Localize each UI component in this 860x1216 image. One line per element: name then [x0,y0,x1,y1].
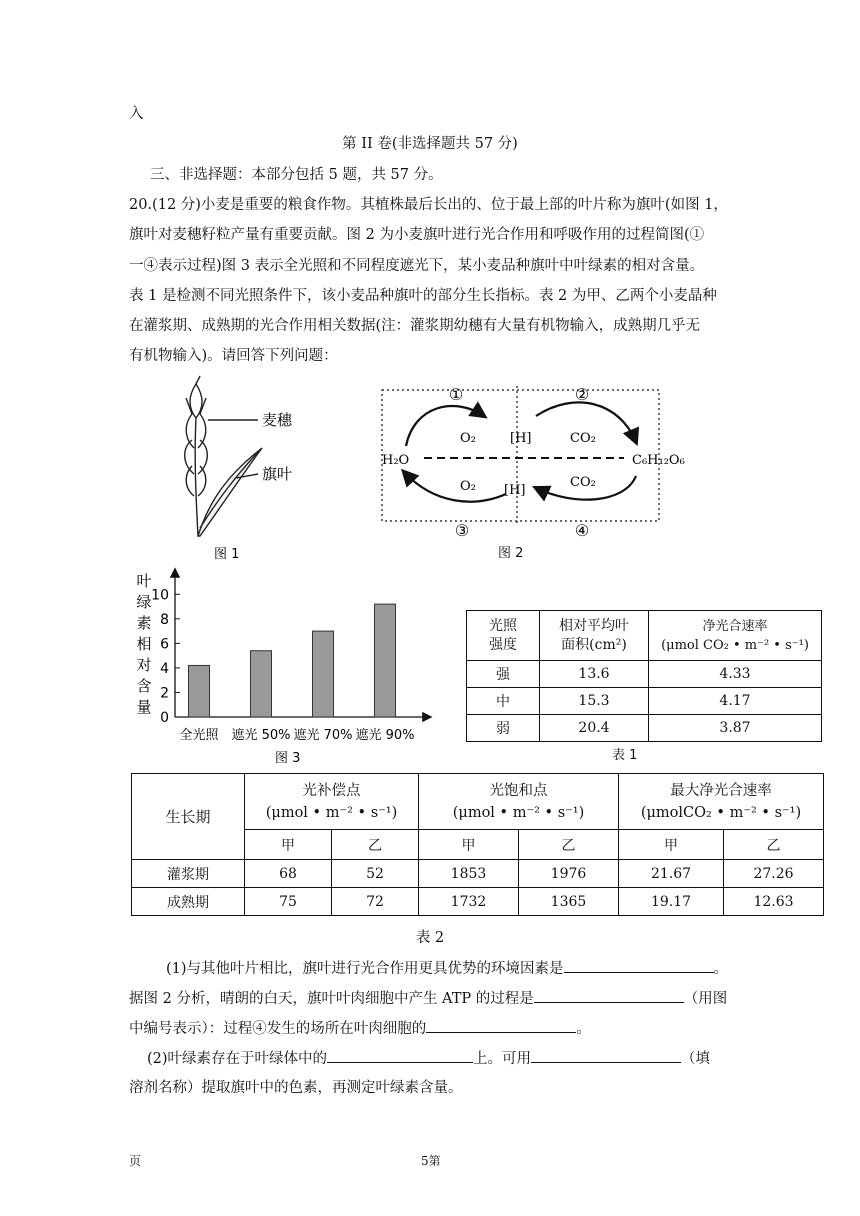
answer-blank-4[interactable] [327,1048,473,1063]
step-3-label: ③ [454,521,470,540]
table-1-caption: 表 1 [612,748,638,763]
y-axis-label-char: 含 [136,677,152,695]
co2-top-label: CO₂ [570,431,596,446]
table2-stage-header: 生长期 [132,774,245,860]
co2-bottom-label: CO₂ [570,475,596,490]
table1-cell: 中 [467,688,540,715]
y-axis-label-char: 相 [136,635,152,653]
wheat-plant-drawing [185,376,262,536]
figure-2 [374,376,685,551]
question-2-line-2: 溶剂名称）提取旗叶中的色素，再测定叶绿素含量。 [129,1080,463,1096]
y-axis-label-char: 素 [136,614,152,632]
y-tick-label: 0 [160,710,169,726]
question-line-4: 表 1 是检测不同光照条件下，该小麦品种旗叶的部分生长指标。表 2 为甲、乙两个小麦晶种 [129,288,717,304]
y-axis-label-char: 量 [136,698,152,716]
answer-blank-2[interactable] [534,988,684,1003]
table1-cell: 4.17 [649,688,822,715]
h2o-label: H₂O [382,453,410,468]
table2-cell: 1976 [519,860,619,888]
question-2-line-1: (2)叶绿素存在于叶绿体中的 上。可用 （填 [147,1048,710,1069]
h-bottom-label: [H] [504,483,526,498]
x-tick-label: 遮光 70% [293,728,353,743]
question-line-6: 有机物输入)。请回答下列问题： [129,348,338,364]
footer-page-number: 5第 [421,1154,441,1168]
table1-cell: 弱 [467,715,540,742]
figure-3-caption: 图 3 [275,751,301,766]
y-axis-label-char: 绿 [136,593,152,611]
table1-cell: 3.87 [649,715,822,742]
section-intro: 三、非选择题：本部分包括 5 题，共 57 分。 [150,167,443,183]
table2-cell: 21.67 [619,860,724,888]
table2-subheader: 甲 [419,830,519,860]
table2-cell: 12.63 [724,888,824,916]
figure-2-caption: 图 2 [498,546,524,561]
y-ticks [151,587,180,726]
top-fragment: 入 [129,106,144,122]
step-4-label: ④ [574,521,590,540]
table2-cell: 1365 [519,888,619,916]
table1-header-cell: 相对平均叶 面积(cm²) [540,611,649,661]
table2-cell: 1853 [419,860,519,888]
table1-header-cell: 净光合速率 (μmol CO₂ • m⁻² • s⁻¹) [649,611,822,661]
table1-cell: 4.33 [649,661,822,688]
x-tick-label: 遮光 50% [231,728,291,743]
step-2-label: ② [574,385,590,404]
figure-3-chart [130,562,440,772]
footer-left: 页 [129,1154,142,1168]
table-row [132,860,824,888]
bars [189,604,396,717]
arrow-step-3 [404,472,506,502]
figure-1 [170,378,340,563]
bar [313,631,334,717]
bar [375,604,396,717]
table2-subheader: 乙 [332,830,419,860]
table-row [467,715,822,742]
question-line-5: 在灌浆期、成熟期的光合作用相关数据(注：灌浆期幼穗有大量有机物输入，成熟期几乎无 [129,318,701,334]
table2-cell: 52 [332,860,419,888]
x-tick-label: 遮光 90% [355,728,415,743]
y-axis-label-char: 对 [136,656,152,674]
table-1 [466,610,822,742]
figure-1-caption: 图 1 [214,547,240,562]
table2-subheader: 乙 [519,830,619,860]
table2-subheader: 乙 [724,830,824,860]
table1-cell: 强 [467,661,540,688]
o2-bottom-label: O₂ [460,479,476,494]
glucose-label: C₆H₁₂O₆ [632,453,685,468]
table2-cell: 72 [332,888,419,916]
h-top-label: [H] [510,431,532,446]
table-2-caption: 表 2 [415,930,445,946]
table-2 [131,773,824,916]
table2-group-header: 光补偿点 (μmol • m⁻² • s⁻¹) [245,774,419,830]
table2-group-header: 最大净光合速率 (μmolCO₂ • m⁻² • s⁻¹) [619,774,824,830]
bar [189,665,210,717]
label-ear: 麦穗 [262,411,293,429]
answer-blank-5[interactable] [531,1048,681,1063]
table-row [467,661,822,688]
question-line-1: 20.(12 分)小麦是重要的粮食作物。其植株最后长出的、位于最上部的叶片称为旗叶(如图 1， [129,197,728,213]
table-row [132,888,824,916]
x-tick-label: 全光照 [179,728,219,743]
table2-stage-cell: 成熟期 [132,888,245,916]
y-tick-label: 10 [151,587,169,604]
dotted-frame [382,386,659,526]
question-1-line-3: 中编号表示）：过程④发生的场所在叶肉细胞的 。 [129,1018,591,1039]
y-tick-label: 6 [160,636,169,653]
question-line-2: 旗叶对麦穗籽粒产量有重要贡献。图 2 为小麦旗叶进行光合作用和呼吸作用的过程简图(① [129,227,705,243]
question-1-line-2: 据图 2 分析，晴朗的白天，旗叶叶肉细胞中产生 ATP 的过程是 （用图 [129,988,727,1009]
table2-cell: 68 [245,860,332,888]
bar [251,651,272,717]
table1-cell: 13.6 [540,661,649,688]
y-tick-label: 8 [160,611,169,628]
section-title: 第 II 卷(非选择题共 57 分) [342,136,518,152]
question-1-line-1: (1)与其他叶片相比，旗叶进行光合作用更具优势的环境因素是 。 [166,958,728,979]
table2-cell: 1732 [419,888,519,916]
table2-cell: 19.17 [619,888,724,916]
table-row [467,688,822,715]
table2-subheader: 甲 [619,830,724,860]
y-axis-label [136,572,151,716]
table1-header-cell: 光照 强度 [467,611,540,661]
y-axis-label-char: 叶 [136,572,152,590]
table2-stage-cell: 灌浆期 [132,860,245,888]
table2-subheader: 甲 [245,830,332,860]
x-tick-labels [179,727,414,743]
label-flag-leaf: 旗叶 [262,465,293,483]
o2-top-label: O₂ [460,431,476,446]
table2-group-header: 光饱和点 (μmol • m⁻² • s⁻¹) [419,774,619,830]
table2-cell: 75 [245,888,332,916]
step-1-label: ① [448,385,464,404]
table2-cell: 27.26 [724,860,824,888]
table1-cell: 15.3 [540,688,649,715]
y-tick-label: 2 [160,685,169,702]
table1-cell: 20.4 [540,715,649,742]
answer-blank-3[interactable] [426,1018,576,1033]
question-line-3: 一④表示过程)图 3 表示全光照和不同程度遮光下，某小麦品种旗叶中叶绿素的相对含量。 [129,258,705,274]
y-tick-label: 4 [160,660,169,677]
answer-blank-1[interactable] [564,958,714,973]
